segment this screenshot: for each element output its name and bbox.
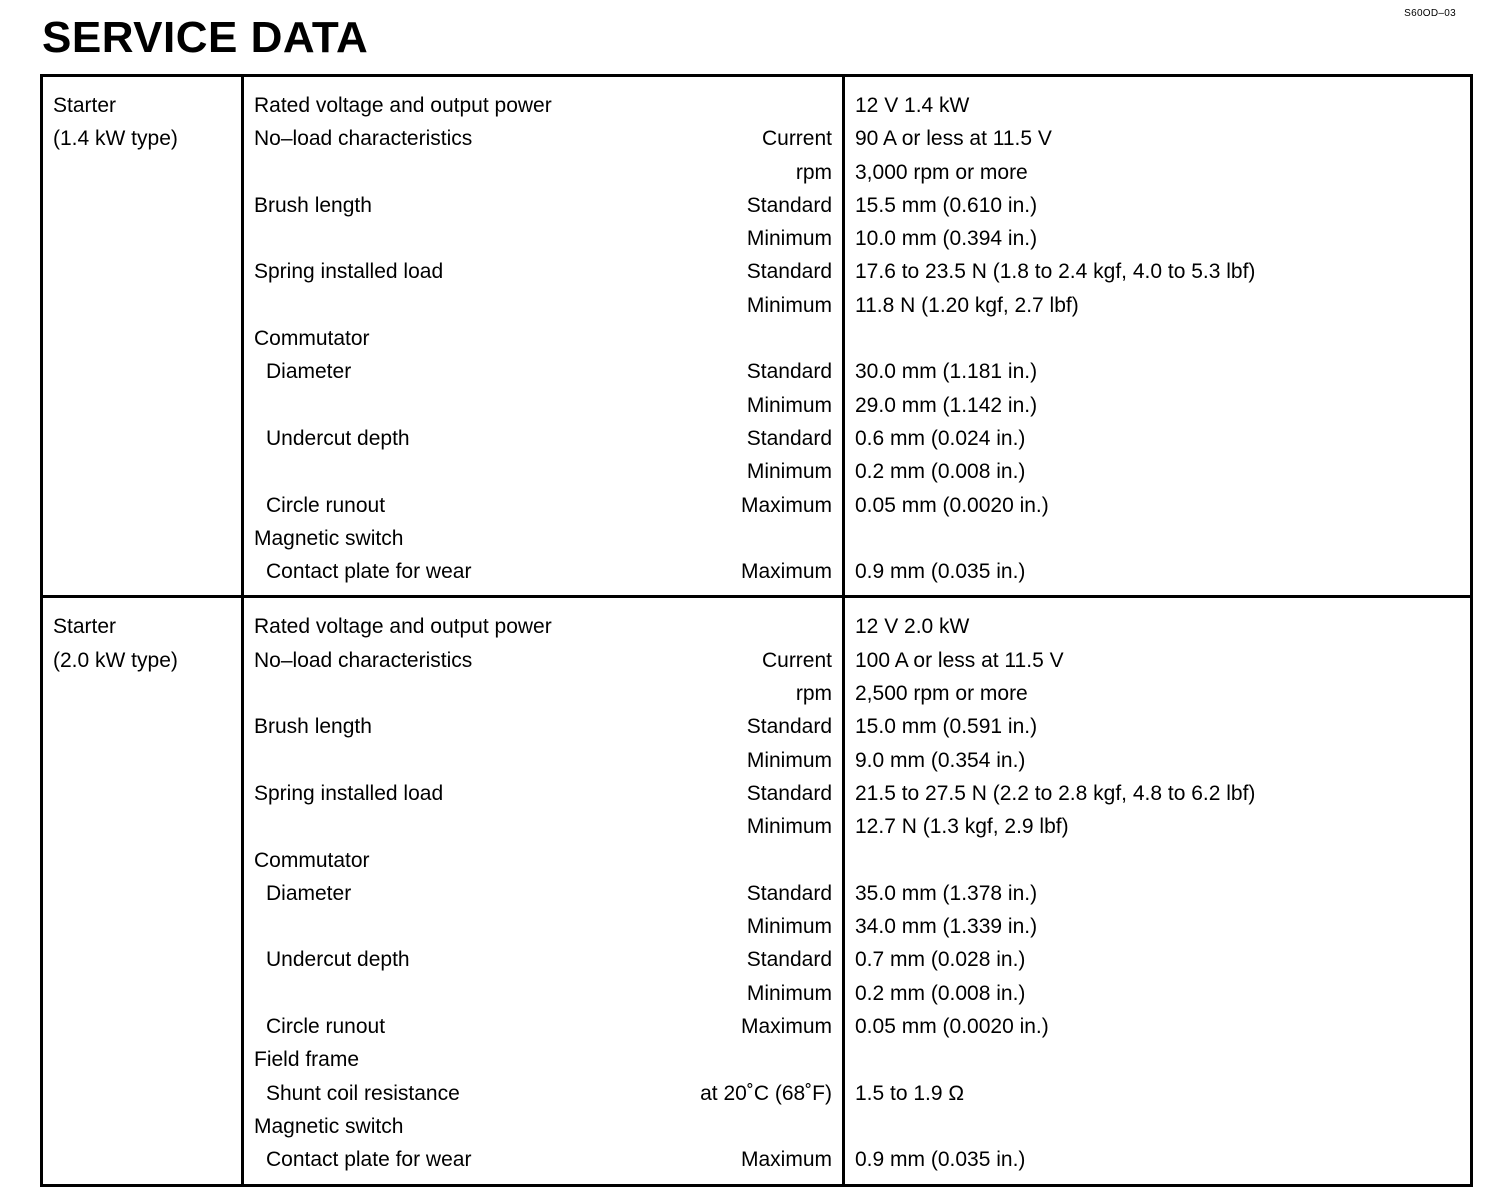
condition-label: Standard [746, 260, 832, 284]
spec-value: 12.7 N (1.3 kgf, 2.9 lbf) [855, 815, 1069, 839]
spec-row [254, 677, 832, 710]
condition-label: Minimum [746, 293, 832, 317]
condition-label: Standard [746, 715, 832, 739]
spec-value: 34.0 mm (1.339 in.) [855, 915, 1038, 939]
spec-value: 21.5 to 27.5 N (2.2 to 2.8 kgf, 4.8 to 6.2 lbf) [855, 781, 1256, 805]
spec-row [254, 810, 832, 843]
item-label: Brush length [254, 193, 372, 217]
spec-row [254, 555, 832, 588]
spec-value: 30.0 mm (1.181 in.) [855, 360, 1038, 384]
spec-value: 29.0 mm (1.142 in.) [855, 393, 1038, 417]
spec-value [855, 844, 1470, 877]
service-data-body [42, 76, 1472, 1186]
spec-value: 11.8 N (1.20 kgf, 2.7 lbf) [855, 293, 1079, 317]
condition-label: Current [761, 127, 832, 151]
item-label: Undercut depth [266, 426, 410, 450]
spec-value: 12 V 1.4 kW [855, 94, 970, 117]
item-label [254, 455, 266, 488]
spec-value [855, 1043, 1470, 1076]
spec-value: 17.6 to 23.5 N (1.8 to 2.4 kgf, 4.0 to 5.3 lbf) [855, 260, 1256, 284]
spec-value: 9.0 mm (0.354 in.) [855, 748, 1026, 772]
spec-row [254, 1110, 832, 1143]
spec-value: 0.9 mm (0.035 in.) [855, 1148, 1026, 1172]
spec-row [254, 389, 832, 422]
item-label: Undercut depth [266, 948, 410, 972]
spec-row [254, 1077, 832, 1110]
condition-label: Standard [746, 781, 832, 805]
item-cell [243, 597, 844, 1185]
component-label: Starter [53, 94, 117, 117]
item-label: Field frame [254, 1048, 360, 1072]
condition-label: Minimum [746, 815, 832, 839]
spec-row [254, 1010, 832, 1043]
spec-section [42, 76, 1472, 597]
item-label: Commutator [254, 848, 370, 872]
spec-value [855, 522, 1470, 555]
item-label: Diameter [266, 881, 352, 905]
spec-value [855, 1110, 1470, 1143]
component-label: (2.0 kW type) [53, 648, 178, 672]
spec-row [254, 943, 832, 976]
item-label: Magnetic switch [254, 526, 404, 550]
spec-value: 15.5 mm (0.610 in.) [855, 193, 1038, 217]
item-label: Shunt coil resistance [266, 1081, 460, 1105]
condition-label: Standard [746, 193, 832, 217]
spec-row [254, 489, 832, 522]
condition-label: Current [761, 648, 832, 672]
spec-row [254, 322, 832, 355]
condition-label: Minimum [746, 748, 832, 772]
item-label: Rated voltage and output power [254, 615, 552, 639]
condition-label: Minimum [746, 393, 832, 417]
spec-row [254, 710, 832, 743]
item-label: Circle runout [266, 493, 386, 517]
spec-row [254, 255, 832, 288]
spec-row [254, 910, 832, 943]
spec-value: 0.7 mm (0.028 in.) [855, 948, 1026, 972]
spec-row [254, 1043, 832, 1076]
condition-label: Minimum [746, 915, 832, 939]
page-title: SERVICE DATA [42, 13, 369, 62]
value-cell [844, 76, 1472, 597]
item-label: Contact plate for wear [266, 560, 472, 584]
item-label: Circle runout [266, 1015, 386, 1039]
spec-row [254, 522, 832, 555]
spec-value: 2,500 rpm or more [855, 682, 1028, 706]
condition-label: Minimum [746, 227, 832, 251]
service-data-table [40, 74, 1473, 1187]
condition-label: rpm [795, 160, 832, 184]
spec-row [254, 455, 832, 488]
item-label: No–load characteristics [254, 127, 473, 151]
spec-value: 1.5 to 1.9 Ω [855, 1081, 965, 1105]
spec-row [254, 422, 832, 455]
spec-row [254, 744, 832, 777]
spec-row [254, 610, 832, 643]
item-label: Rated voltage and output power [254, 94, 552, 117]
component-cell [42, 76, 243, 597]
item-cell [243, 76, 844, 597]
spec-row [254, 877, 832, 910]
spec-value: 0.6 mm (0.024 in.) [855, 426, 1026, 450]
spec-value: 35.0 mm (1.378 in.) [855, 881, 1038, 905]
spec-row [254, 977, 832, 1010]
item-label: Commutator [254, 327, 370, 351]
condition-label: Maximum [740, 1148, 832, 1172]
condition-label: at 20˚C (68˚F) [700, 1081, 832, 1105]
item-label [254, 389, 266, 422]
component-cell [42, 597, 243, 1185]
condition-label: Maximum [740, 1015, 832, 1039]
item-label: Spring installed load [254, 260, 444, 284]
spec-row [254, 189, 832, 222]
spec-value: 12 V 2.0 kW [855, 615, 970, 639]
item-label: Magnetic switch [254, 1114, 404, 1138]
spec-row [254, 89, 832, 122]
spec-row [254, 1143, 832, 1176]
spec-value [855, 322, 1470, 355]
item-label: No–load characteristics [254, 648, 473, 672]
condition-label: Standard [746, 360, 832, 384]
condition-label: rpm [795, 682, 832, 706]
spec-section [42, 597, 1472, 1185]
condition-label: Minimum [746, 981, 832, 1005]
spec-row [254, 122, 832, 155]
condition-label: Minimum [746, 460, 832, 484]
spec-value: 3,000 rpm or more [855, 160, 1028, 184]
item-label: Contact plate for wear [266, 1148, 472, 1172]
spec-value: 15.0 mm (0.591 in.) [855, 715, 1038, 739]
spec-row [254, 289, 832, 322]
condition-label: Standard [746, 881, 832, 905]
spec-row [254, 844, 832, 877]
page-code: S60OD–03 [1404, 8, 1456, 19]
condition-label: Maximum [740, 493, 832, 517]
spec-value: 0.2 mm (0.008 in.) [855, 460, 1026, 484]
value-cell [844, 597, 1472, 1185]
component-label: Starter [53, 615, 117, 639]
spec-value: 0.9 mm (0.035 in.) [855, 560, 1026, 584]
item-label: Brush length [254, 715, 372, 739]
spec-value: 90 A or less at 11.5 V [855, 127, 1052, 151]
spec-row [254, 156, 832, 189]
spec-value: 100 A or less at 11.5 V [855, 648, 1064, 672]
condition-label: Standard [746, 426, 832, 450]
item-label: Spring installed load [254, 781, 444, 805]
component-label: (1.4 kW type) [53, 127, 178, 151]
item-label [254, 910, 266, 943]
spec-value: 0.2 mm (0.008 in.) [855, 981, 1026, 1005]
spec-value: 10.0 mm (0.394 in.) [855, 227, 1038, 251]
item-label [254, 977, 266, 1010]
spec-row [254, 777, 832, 810]
condition-label: Maximum [740, 560, 832, 584]
spec-value: 0.05 mm (0.0020 in.) [855, 493, 1049, 517]
spec-row [254, 355, 832, 388]
item-label: Diameter [266, 360, 352, 384]
spec-row [254, 222, 832, 255]
spec-row [254, 644, 832, 677]
spec-value: 0.05 mm (0.0020 in.) [855, 1015, 1049, 1039]
condition-label: Standard [746, 948, 832, 972]
